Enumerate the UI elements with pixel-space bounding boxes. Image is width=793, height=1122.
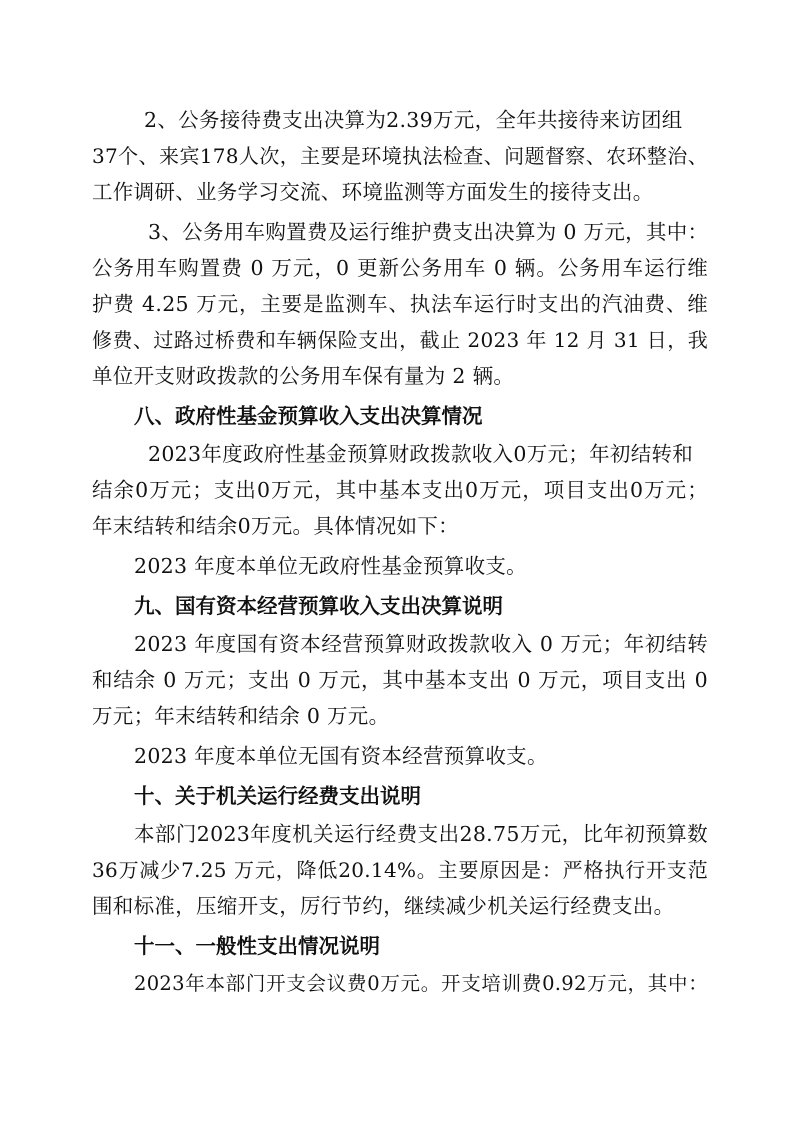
paragraph-line: 和结余 0 万元；支出 0 万元，其中基本支出 0 万元，项目支出 0 <box>92 668 708 692</box>
section-heading-9: 九、国有资本经营预算收入支出决算说明 <box>134 594 503 618</box>
paragraph-line: 年末结转和结余0万元。具体情况如下： <box>92 514 459 538</box>
vehicle-expense-paragraph <box>92 214 708 394</box>
document-body <box>92 102 708 1002</box>
reception-expense-paragraph <box>92 102 708 210</box>
paragraph-line: 单位开支财政拨款的公务用车保有量为 2 辆。 <box>92 364 515 388</box>
section8-body <box>92 436 708 584</box>
paragraph-line: 2023年本部门开支会议费0万元。开支培训费0.92万元，其中： <box>134 972 708 995</box>
paragraph-line: 围和标准，压缩开支，厉行节约，继续减少机关运行经费支出。 <box>92 894 675 918</box>
section9-body <box>92 626 708 774</box>
section9-note: 2023 年度本单位无国有资本经营预算收支。 <box>134 744 548 768</box>
section-heading-11: 十一、一般性支出情况说明 <box>134 934 380 958</box>
paragraph-line: 修费、过路过桥费和车辆保险支出，截止 2023 年 12 月 31 日，我 <box>92 328 708 352</box>
paragraph-line: 37个、来宾178人次，主要是环境执法检查、问题督察、农环整治、 <box>92 144 708 168</box>
section-heading-10: 十、关于机关运行经费支出说明 <box>134 784 421 808</box>
paragraph-line: 结余0万元；支出0万元，其中基本支出0万元，项目支出0万元； <box>92 478 708 502</box>
paragraph-line: 2023 年度国有资本经营预算财政拨款收入 0 万元；年初结转 <box>134 632 708 656</box>
section8-note: 2023 年度本单位无政府性基金预算收支。 <box>134 554 527 578</box>
paragraph-line: 护费 4.25 万元，主要是监测车、执法车运行时支出的汽油费、维 <box>92 292 708 316</box>
paragraph-line: 3、公务用车购置费及运行维护费支出决算为 0 万元，其中： <box>148 220 709 244</box>
paragraph-line: 本部门2023年度机关运行经费支出28.75万元，比年初预算数 <box>134 822 708 846</box>
paragraph-line: 2023年度政府性基金预算财政拨款收入0万元；年初结转和 <box>148 442 694 466</box>
paragraph-line: 工作调研、业务学习交流、环境监测等方面发生的接待支出。 <box>92 180 654 204</box>
paragraph-line: 万元；年末结转和结余 0 万元。 <box>92 704 390 728</box>
section10-body <box>92 816 708 924</box>
section11-body <box>92 966 708 1002</box>
paragraph-line: 2、公务接待费支出决算为2.39万元，全年共接待来访团组 <box>144 108 683 132</box>
paragraph-line: 36万减少7.25 万元，降低20.14%。主要原因是：严格执行开支范 <box>92 858 708 882</box>
section-heading-8: 八、政府性基金预算收入支出决算情况 <box>134 404 483 428</box>
paragraph-line: 公务用车购置费 0 万元，0 更新公务用车 0 辆。公务用车运行维 <box>92 256 708 280</box>
